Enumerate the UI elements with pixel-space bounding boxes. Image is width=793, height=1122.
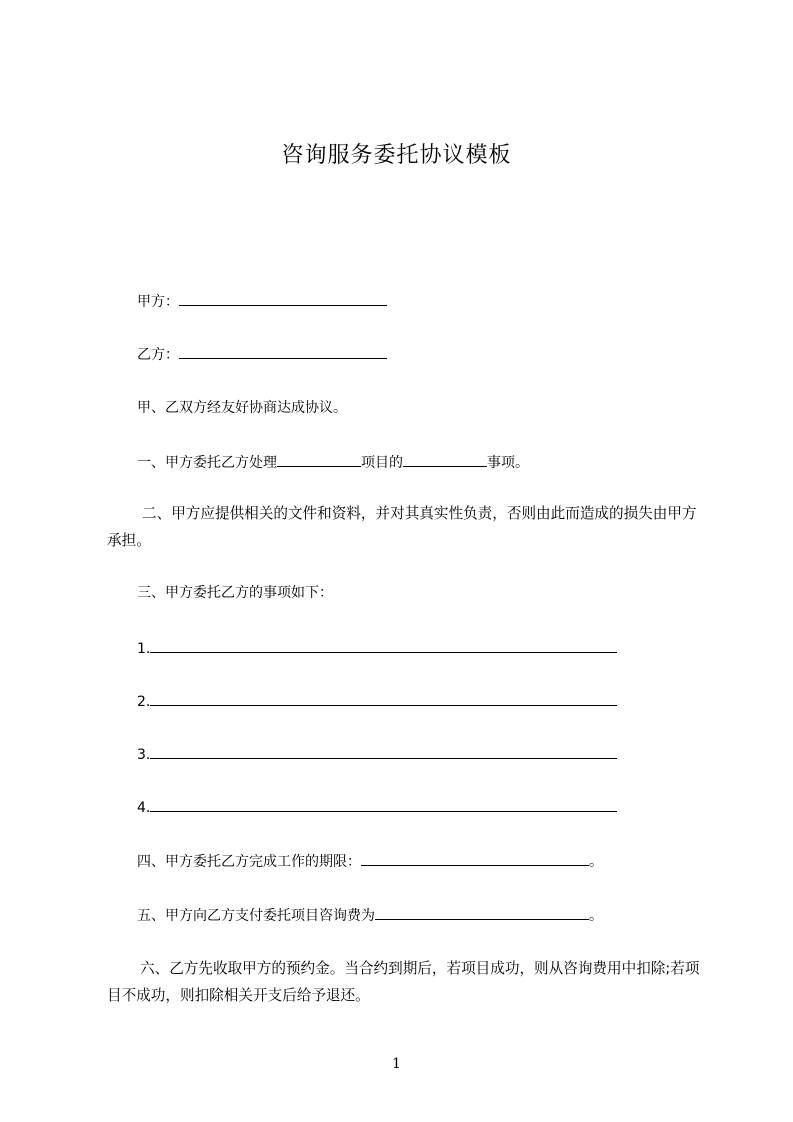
clause-1-matter-blank[interactable]	[403, 452, 487, 467]
clause-4-deadline-blank[interactable]	[361, 851, 589, 866]
clause-5-prefix: 五、甲方向乙方支付委托项目咨询费为	[137, 908, 375, 924]
intro-text: 甲、乙双方经友好协商达成协议。	[137, 400, 347, 416]
item-3-number: 3.	[137, 747, 151, 763]
item-1-number: 1.	[137, 641, 151, 657]
party-b-blank[interactable]	[179, 344, 387, 359]
clause-1-project-blank[interactable]	[277, 452, 361, 467]
document-title: 咨询服务委托协议模板	[281, 143, 512, 168]
item-1-blank[interactable]	[150, 638, 617, 653]
item-4-blank[interactable]	[150, 797, 617, 812]
clause-5-fee-blank[interactable]	[375, 905, 589, 920]
item-3	[137, 744, 617, 765]
clause-1	[137, 452, 529, 473]
clause-4-prefix: 四、甲方委托乙方完成工作的期限：	[137, 854, 361, 870]
item-1	[137, 638, 617, 659]
clause-5	[137, 905, 603, 926]
clause-1-suffix: 事项。	[487, 455, 529, 471]
item-2	[137, 691, 617, 712]
clause-1-prefix: 一、甲方委托乙方处理	[137, 455, 277, 471]
party-b-line	[137, 344, 387, 365]
clause-1-middle: 项目的	[361, 455, 403, 471]
item-2-blank[interactable]	[150, 691, 617, 706]
clause-4	[137, 851, 603, 872]
item-4-number: 4.	[137, 800, 151, 816]
page-number: 1	[392, 1056, 401, 1072]
clause-2: 二、甲方应提供相关的文件和资料，并对其真实性负责，否则由此而造成的损失由甲方承担。	[107, 505, 697, 549]
item-4	[137, 797, 617, 818]
party-a-line	[137, 291, 387, 312]
clause-5-suffix: 。	[589, 908, 603, 924]
item-2-number: 2.	[137, 694, 151, 710]
clause-4-suffix: 。	[589, 854, 603, 870]
item-3-blank[interactable]	[150, 744, 617, 759]
party-a-label: 甲方：	[137, 294, 179, 310]
clause-3: 三、甲方委托乙方的事项如下：	[137, 585, 333, 601]
clause-6: 六、乙方先收取甲方的预约金。当合约到期后，若项目成功，则从咨询费用中扣除;若项目不成功，则扣除相关开支后给予退还。	[107, 960, 700, 1004]
party-b-label: 乙方：	[137, 347, 179, 363]
party-a-blank[interactable]	[179, 291, 387, 306]
